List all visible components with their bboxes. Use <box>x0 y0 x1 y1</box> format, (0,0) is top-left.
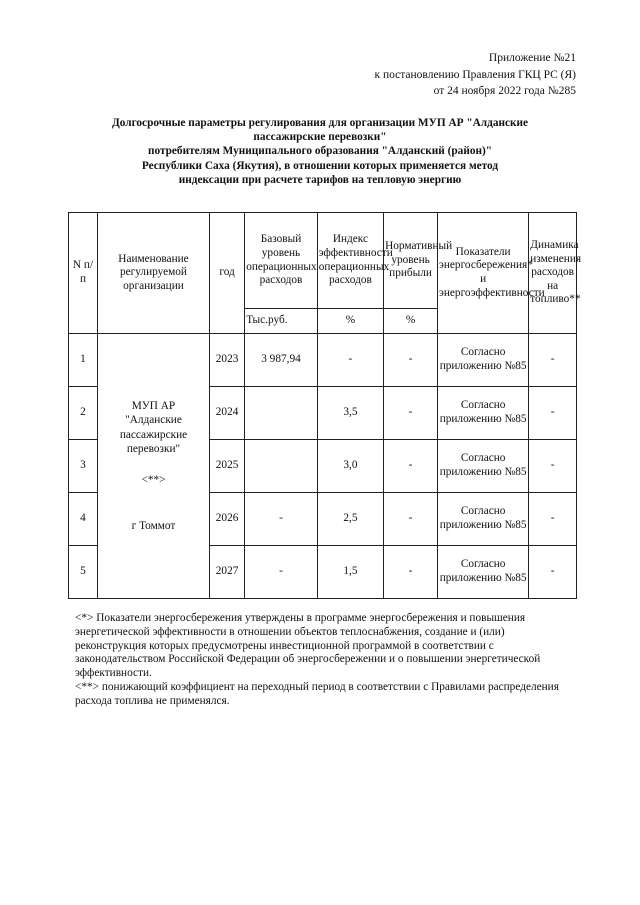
table-row <box>69 334 577 387</box>
title-line-3: потребителям Муниципального образования "Алданский (район)" <box>147 145 493 158</box>
appendix-header <box>375 50 577 100</box>
row-energy: Согласно приложению №85 <box>438 440 529 493</box>
footnote-fuel-coefficient: <**> понижающий коэффициент на переходный период в соответствии с Правилами распределения расхода топлива не применялся. <box>75 680 559 707</box>
row-fuel: - <box>529 546 577 599</box>
unit-norm: % <box>384 309 438 334</box>
footnote-energy-saving: <*> Показатели энергосбережения утверждены в программе энергосбережения и повышения энергетической эффективности в отношении объектов теплоснабжения, создание и (или) реконструкция которых предусмотрены инвестиционной программой в соответствии с законодательством Российской Федерации об энергосбережении и о повышении энергетической эффективности. <box>75 612 541 680</box>
org-name-line-3: пассажирские <box>119 428 188 441</box>
row-index: 3,0 <box>317 440 383 493</box>
row-year: 2027 <box>209 546 244 599</box>
appendix-number: Приложение №21 <box>488 52 576 64</box>
row-num: 2 <box>69 387 98 440</box>
row-norm: - <box>384 387 438 440</box>
row-num: 1 <box>69 334 98 387</box>
row-norm: - <box>384 493 438 546</box>
row-energy: Согласно приложению №85 <box>438 493 529 546</box>
row-num: 5 <box>69 546 98 599</box>
row-energy: Согласно приложению №85 <box>438 387 529 440</box>
title-line-1: Долгосрочные параметры регулирования для организации МУП АР "Алданские <box>111 117 529 129</box>
row-index: 3,5 <box>317 387 383 440</box>
row-num: 3 <box>69 440 98 493</box>
row-index: - <box>317 334 383 387</box>
title-line-5: индексации при расчете тарифов на тепловую энергию <box>178 173 462 186</box>
row-fuel: - <box>529 334 577 387</box>
row-norm: - <box>384 546 438 599</box>
title-line-2: пассажирские перевозки" <box>253 131 387 144</box>
header-efficiency-index: Индекс эффективности операционных расходов <box>317 213 383 309</box>
row-base: - <box>245 493 318 546</box>
row-norm: - <box>384 440 438 493</box>
header-org: Наименование регулируемой организации <box>98 213 210 334</box>
row-base <box>245 440 318 493</box>
row-index: 1,5 <box>317 546 383 599</box>
org-name-line-2: "Алданские <box>125 414 182 426</box>
row-norm: - <box>384 334 438 387</box>
regulation-parameters-table <box>68 212 582 599</box>
row-year: 2024 <box>209 387 244 440</box>
appendix-date: от 24 ноября 2022 года №285 <box>433 85 576 97</box>
row-year: 2025 <box>209 440 244 493</box>
row-year: 2023 <box>209 334 244 387</box>
org-name-line-4: перевозки" <box>126 443 181 455</box>
table-header-row <box>69 213 577 309</box>
title-line-4: Республики Саха (Якутия), в отношении которых применяется метод <box>141 159 499 172</box>
header-base-opex: Базовый уровень операционных расходов <box>245 213 318 309</box>
footnotes <box>75 612 565 709</box>
org-name-line-1: МУП АР <box>131 399 176 412</box>
org-location: г Томмот <box>131 520 176 532</box>
header-num: N п/п <box>69 213 98 334</box>
header-fuel-dynamics: Динамика изменения расходов на топливо** <box>529 213 577 334</box>
appendix-resolution: к постановлению Правления ГКЦ РС (Я) <box>374 68 576 81</box>
row-base <box>245 387 318 440</box>
org-cell <box>98 334 210 599</box>
row-year: 2026 <box>209 493 244 546</box>
row-energy: Согласно приложению №85 <box>438 334 529 387</box>
row-base: - <box>245 546 318 599</box>
header-energy-saving: Показатели энергосбережения* и энергоэффективности <box>438 213 529 334</box>
document-title <box>70 116 570 187</box>
header-year: год <box>209 213 244 334</box>
row-fuel: - <box>529 493 577 546</box>
row-energy: Согласно приложению №85 <box>438 546 529 599</box>
org-footnote-mark: <**> <box>141 473 166 486</box>
row-fuel: - <box>529 440 577 493</box>
unit-base: Тыс.руб. <box>245 309 318 334</box>
header-norm-profit: Нормативный уровень прибыли <box>384 213 438 309</box>
row-base: 3 987,94 <box>245 334 318 387</box>
unit-index: % <box>317 309 383 334</box>
row-index: 2,5 <box>317 493 383 546</box>
row-num: 4 <box>69 493 98 546</box>
row-fuel: - <box>529 387 577 440</box>
